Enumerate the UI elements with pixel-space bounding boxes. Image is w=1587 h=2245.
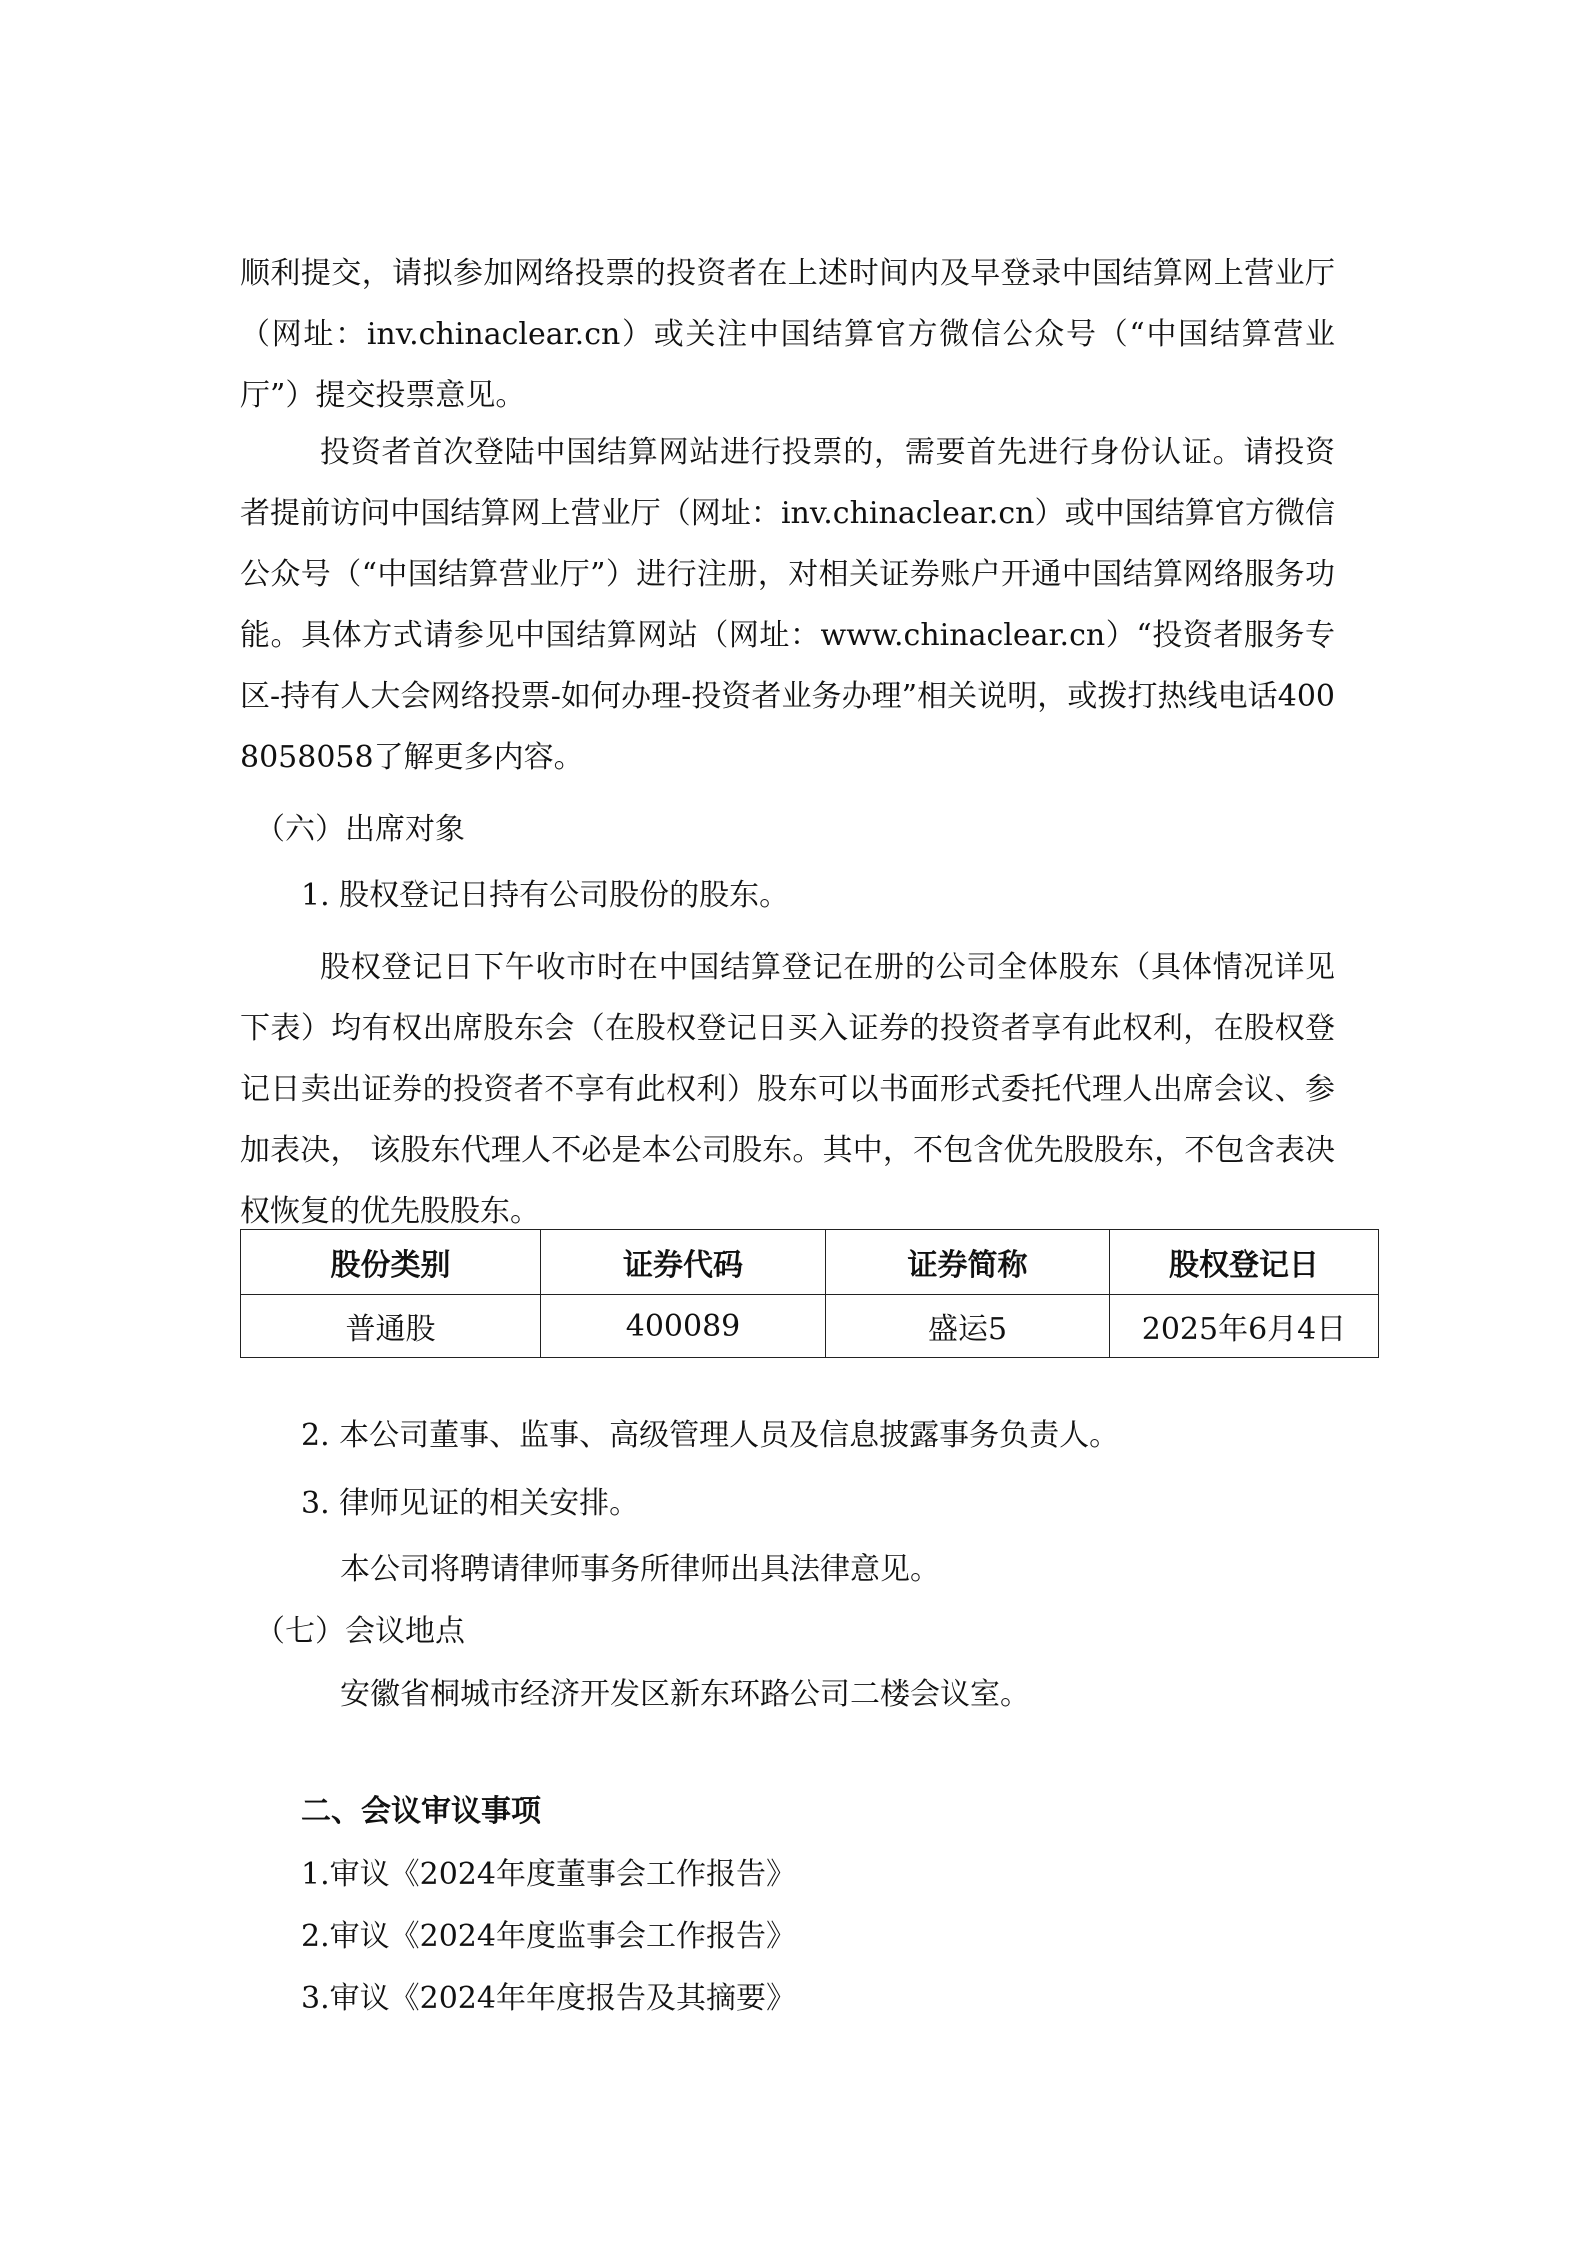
table-header-cell: 证券简称 xyxy=(826,1230,1110,1295)
attendee-item-2: 2. 本公司董事、监事、高级管理人员及信息披露事务负责人。 xyxy=(301,1418,1120,1453)
table-header-cell: 股权登记日 xyxy=(1110,1230,1379,1295)
meeting-location: 安徽省桐城市经济开发区新东环路公司二楼会议室。 xyxy=(340,1677,1030,1712)
attendee-item-3-paragraph: 本公司将聘请律师事务所律师出具法律意见。 xyxy=(340,1552,940,1587)
table-header-row xyxy=(241,1230,1379,1295)
attendee-item-1: 1. 股权登记日持有公司股份的股东。 xyxy=(301,878,790,913)
table-header-cell: 股份类别 xyxy=(241,1230,541,1295)
table-cell: 400089 xyxy=(541,1295,826,1358)
agenda-item: 3.审议《2024年年度报告及其摘要》 xyxy=(301,1981,796,2016)
section6-heading: （六）出席对象 xyxy=(255,812,465,847)
table-row xyxy=(241,1295,1379,1358)
agenda-item: 2.审议《2024年度监事会工作报告》 xyxy=(301,1919,796,1954)
attendee-item-1-paragraph: 股权登记日下午收市时在中国结算登记在册的公司全体股东（具体情况详见下表）均有权出席股东会（在股权登记日买入证券的投资者享有此权利，在股权登记日卖出证券的投资者不享有此权利）股东可以书面形式委托代理人出席会议、参加表决， 该股东代理人不必是本公司股东。其中，不包含优先股股东，不包含表决权恢复的优先股股东。 xyxy=(240,950,1335,1229)
table-header-cell: 证券代码 xyxy=(541,1230,826,1295)
table-cell: 2025年6月4日 xyxy=(1110,1295,1379,1358)
section2-heading: 二、会议审议事项 xyxy=(301,1794,541,1829)
section7-heading: （七）会议地点 xyxy=(255,1614,465,1649)
intro-paragraph: 顺利提交，请拟参加网络投票的投资者在上述时间内及早登录中国结算网上营业厅（网址：inv.chinaclear.cn）或关注中国结算官方微信公众号（“中国结算营业厅”）提交投票意见。 xyxy=(240,256,1335,413)
table-cell: 盛运5 xyxy=(826,1295,1110,1358)
attendee-item-3: 3. 律师见证的相关安排。 xyxy=(301,1486,640,1521)
table-cell: 普通股 xyxy=(241,1295,541,1358)
auth-paragraph: 投资者首次登陆中国结算网站进行投票的，需要首先进行身份认证。请投资者提前访问中国结算网上营业厅（网址：inv.chinaclear.cn）或中国结算官方微信公众号（“中国结算营业厅”）进行注册，对相关证券账户开通中国结算网络服务功能。具体方式请参见中国结算网站（网址：www.chinaclear.cn）“投资者服务专区-持有人大会网络投票-如何办理-投资者业务办理”相关说明，或拨打热线电话4008058058了解更多内容。 xyxy=(240,435,1335,775)
agenda-item: 1.审议《2024年度董事会工作报告》 xyxy=(301,1857,796,1892)
registration-table xyxy=(240,1229,1379,1358)
